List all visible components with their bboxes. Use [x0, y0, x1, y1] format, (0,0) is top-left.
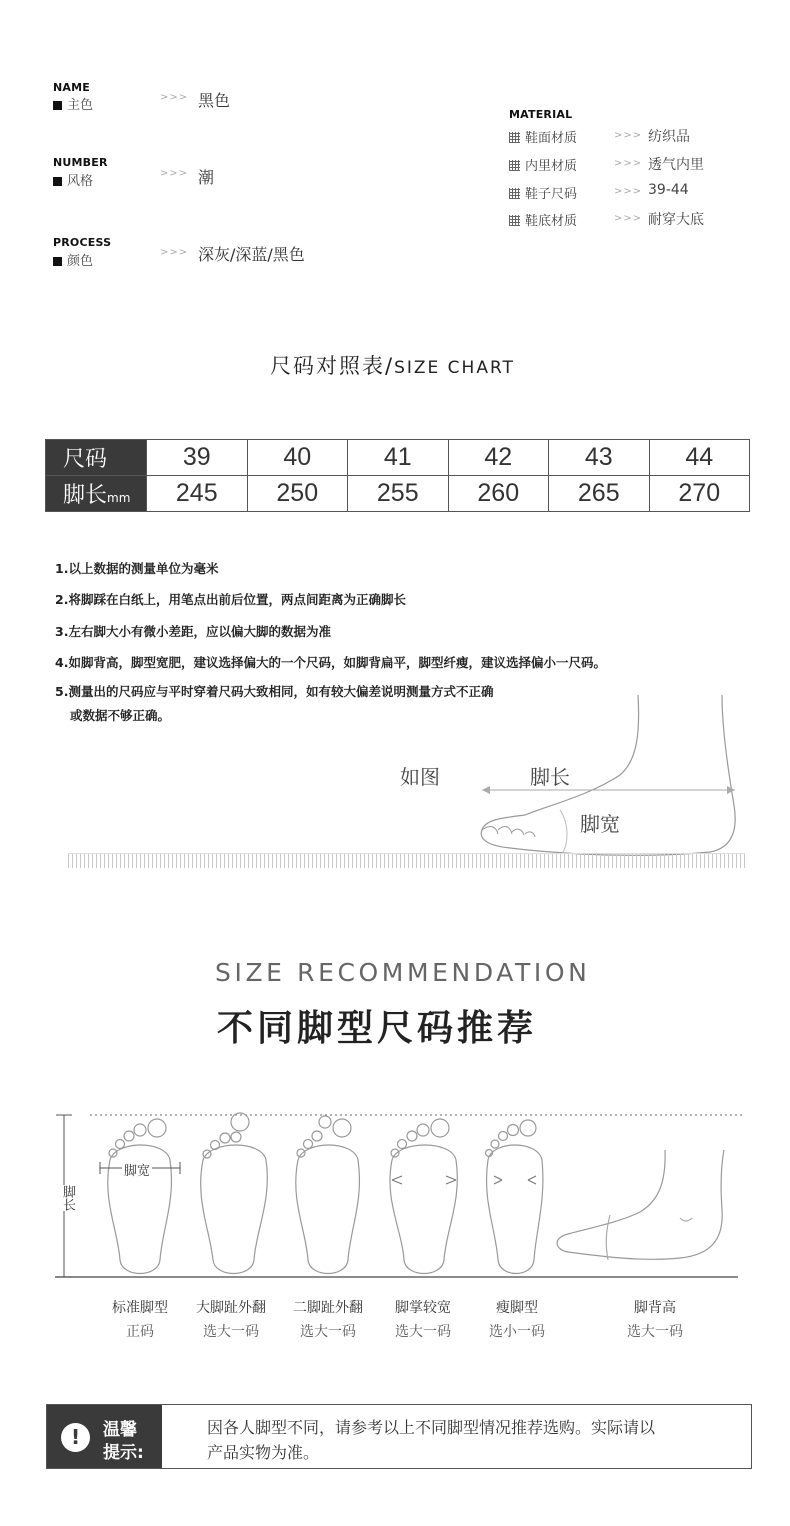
material-title: MATERIAL — [509, 108, 573, 121]
unit-label: mm — [107, 491, 131, 505]
material-label — [509, 183, 577, 202]
recommendation-title-cn: 不同脚型尺码推荐 — [217, 1008, 538, 1049]
arrows-icon: >>> — [614, 213, 643, 224]
label-foot-length: 脚长 — [530, 765, 570, 789]
foot-type-recommendation: 选大一码 — [203, 1324, 259, 1340]
attr-process-cn — [53, 250, 93, 269]
attr-value: 黑色 — [198, 91, 231, 110]
note-line: 2.将脚踩在白纸上，用笔点出前后位置，两点间距离为正确脚长 — [55, 592, 406, 607]
attr-value: 深灰/深蓝/黑色 — [198, 245, 305, 264]
attr-process-en: PROCESS — [53, 236, 112, 249]
attr-label: 风格 — [67, 174, 94, 189]
arrows-icon: >>> — [160, 168, 189, 179]
foot-type-recommendation: 选大一码 — [627, 1324, 683, 1340]
attr-label: 主色 — [67, 98, 94, 113]
label-as-shown: 如图 — [400, 765, 440, 789]
arrows-icon: >>> — [614, 130, 643, 141]
foot-type-name: 瘦脚型 — [496, 1300, 538, 1316]
ruler-decoration — [68, 853, 745, 868]
arrows-icon: >>> — [614, 158, 643, 169]
note-line: 或数据不够正确。 — [70, 708, 171, 723]
foot-type-name: 二脚趾外翻 — [293, 1300, 363, 1316]
foot-type-recommendation: 选大一码 — [300, 1324, 356, 1340]
size-cell: 42 — [448, 440, 549, 476]
attr-number-en: NUMBER — [53, 156, 108, 169]
foot-type-name: 标准脚型 — [112, 1300, 168, 1316]
foot-high-arch-icon — [557, 1150, 724, 1260]
material-label-text: 鞋面材质 — [525, 131, 578, 146]
note-line: 3.左右脚大小有微小差距，应以偏大脚的数据为准 — [55, 624, 331, 639]
label-foot-width: 脚宽 — [580, 812, 620, 836]
table-row — [46, 476, 750, 512]
size-table — [45, 439, 750, 512]
grid-bullet-icon — [509, 188, 520, 199]
row-header-length — [46, 476, 147, 512]
attr-value: 潮 — [198, 168, 215, 187]
length-cell: 250 — [247, 476, 348, 512]
arrows-icon: >>> — [160, 92, 189, 103]
attr-label: 颜色 — [67, 254, 94, 269]
material-label — [509, 155, 577, 174]
foot-second-toe-icon — [296, 1116, 360, 1274]
tip-label-panel — [47, 1405, 162, 1468]
recommendation-title-en: SIZE RECOMMENDATION — [215, 958, 591, 987]
tip-box — [46, 1404, 752, 1469]
size-chart-title — [270, 350, 515, 380]
tip-label-line1: 温馨 — [103, 1420, 137, 1440]
material-value: 透气内里 — [648, 157, 704, 173]
foot-wide-icon — [390, 1119, 457, 1274]
material-label — [509, 210, 577, 229]
grid-bullet-icon — [509, 160, 520, 171]
title-slash: / — [385, 354, 395, 378]
size-cell: 43 — [549, 440, 650, 476]
length-cell: 245 — [147, 476, 248, 512]
foot-type-name: 脚背高 — [634, 1300, 676, 1316]
label-foot-width-small: 脚宽 — [122, 1160, 152, 1179]
row-header-length-label: 脚长 — [63, 483, 108, 508]
label-foot-length-vertical: 脚长 — [60, 1185, 75, 1211]
table-row — [46, 440, 750, 476]
size-cell: 40 — [247, 440, 348, 476]
foot-types-illustration — [40, 1100, 750, 1290]
foot-standard-icon — [108, 1119, 172, 1274]
foot-type-recommendation: 选小一码 — [489, 1324, 545, 1340]
note-line: 5.测量出的尺码应与平时穿着尺码大致相同，如有较大偏差说明测量方式不正确 — [55, 684, 494, 699]
attr-name-cn — [53, 94, 93, 113]
square-bullet-icon — [53, 101, 62, 110]
foot-type-recommendation: 正码 — [126, 1324, 154, 1340]
square-bullet-icon — [53, 177, 62, 186]
arrows-icon: >>> — [614, 186, 643, 197]
size-chart-title-cn: 尺码对照表 — [270, 354, 385, 378]
tip-label-line2: 提示: — [103, 1443, 144, 1463]
grid-bullet-icon — [509, 132, 520, 143]
arrows-icon: >>> — [160, 247, 189, 258]
material-label-text: 鞋底材质 — [525, 214, 578, 229]
length-cell: 255 — [348, 476, 449, 512]
size-cell: 39 — [147, 440, 248, 476]
tip-text-line2: 产品实物为准。 — [207, 1443, 320, 1462]
attr-number-cn — [53, 170, 93, 189]
material-label-text: 内里材质 — [525, 159, 578, 174]
foot-side-illustration — [470, 690, 750, 865]
foot-type-name: 脚掌较宽 — [395, 1300, 451, 1316]
attr-name-en: NAME — [53, 81, 90, 94]
length-cell: 265 — [549, 476, 650, 512]
foot-type-name: 大脚趾外翻 — [196, 1300, 266, 1316]
material-label — [509, 127, 577, 146]
material-label-text: 鞋子尺码 — [525, 187, 578, 202]
grid-bullet-icon — [509, 215, 520, 226]
square-bullet-icon — [53, 257, 62, 266]
note-line: 1.以上数据的测量单位为毫米 — [55, 561, 219, 576]
size-cell: 41 — [348, 440, 449, 476]
foot-thin-icon — [486, 1120, 543, 1274]
material-value: 耐穿大底 — [648, 212, 704, 228]
row-header-size: 尺码 — [46, 440, 147, 476]
tip-text-line1: 因各人脚型不同，请参考以上不同脚型情况推荐选购。实际请以 — [207, 1418, 656, 1437]
foot-bunion-icon — [201, 1113, 268, 1274]
exclamation-icon: ! — [61, 1423, 90, 1452]
note-line: 4.如脚背高，脚型宽肥，建议选择偏大的一个尺码，如脚背扁平，脚型纤瘦，建议选择偏小一尺码。 — [55, 655, 606, 670]
length-cell: 260 — [448, 476, 549, 512]
material-value: 纺织品 — [648, 129, 690, 145]
size-cell: 44 — [649, 440, 750, 476]
size-chart-title-en: SIZE CHART — [394, 358, 515, 378]
length-cell: 270 — [649, 476, 750, 512]
foot-type-recommendation: 选大一码 — [395, 1324, 451, 1340]
material-value: 39-44 — [648, 182, 689, 198]
